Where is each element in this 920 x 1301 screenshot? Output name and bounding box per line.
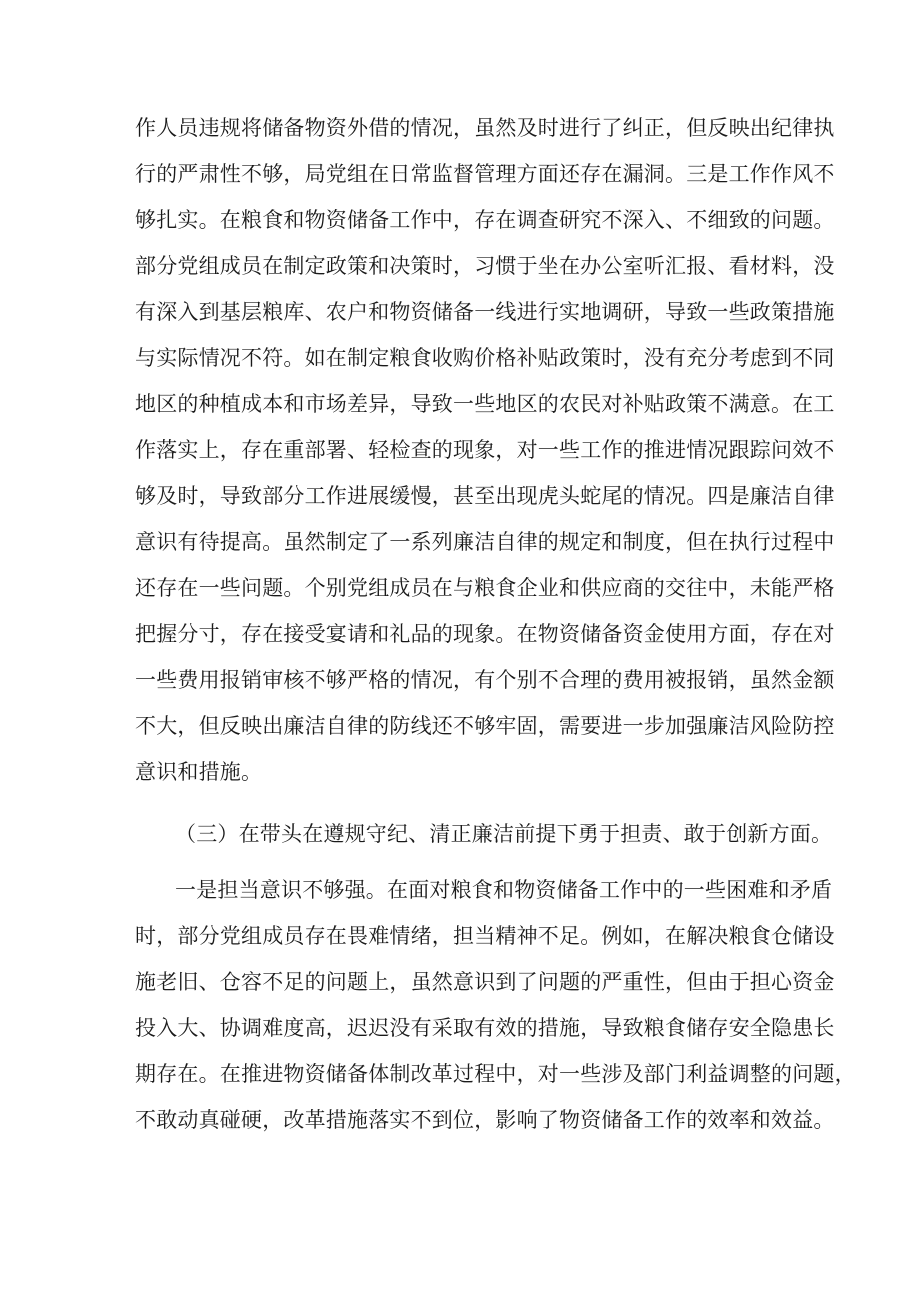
- text-line: 作人员违规将储备物资外借的情况，虽然及时进行了纠正，但反映出纪律执: [135, 116, 835, 140]
- text-line: 不敢动真碰硬，改革措施落实不到位，影响了物资储备工作的效率和效益。: [135, 1108, 835, 1132]
- text-line: 不大，但反映出廉洁自律的防线还不够牢固，需要进一步加强廉洁风险防控: [135, 714, 835, 738]
- text-line: 时，部分党组成员存在畏难情绪，担当精神不足。例如，在解决粮食仓储设: [135, 924, 835, 948]
- text-line: 有深入到基层粮库、农户和物资储备一线进行实地调研，导致一些政策措施: [135, 300, 835, 324]
- text-line: 一些费用报销审核不够严格的情况，有个别不合理的费用被报销，虽然金额: [135, 668, 835, 692]
- text-line: 把握分寸，存在接受宴请和礼品的现象。在物资储备资金使用方面，存在对: [135, 622, 835, 646]
- text-line: 投入大、协调难度高，迟迟没有采取有效的措施，导致粮食储存安全隐患长: [135, 1016, 835, 1040]
- text-line: 施老旧、仓容不足的问题上，虽然意识到了问题的严重性，但由于担心资金: [135, 970, 835, 994]
- text-line: 一是担当意识不够强。在面对粮食和物资储备工作中的一些困难和矛盾: [175, 878, 833, 902]
- text-line: 与实际情况不符。如在制定粮食收购价格补贴政策时，没有充分考虑到不同: [135, 346, 835, 370]
- text-line: 还存在一些问题。个别党组成员在与粮食企业和供应商的交往中，未能严格: [135, 576, 835, 600]
- text-line: 期存在。在推进物资储备体制改革过程中，对一些涉及部门利益调整的问题，: [135, 1062, 856, 1086]
- text-line: 作落实上，存在重部署、轻检查的现象，对一些工作的推进情况跟踪问效不: [135, 438, 835, 462]
- text-line: 够扎实。在粮食和物资储备工作中，存在调查研究不深入、不细致的问题。: [135, 208, 835, 232]
- text-line: 意识有待提高。虽然制定了一系列廉洁自律的规定和制度，但在执行过程中: [135, 530, 835, 554]
- section-heading: （三）在带头在遵规守纪、清正廉洁前提下勇于担责、敢于创新方面。: [175, 822, 833, 846]
- text-line: 够及时，导致部分工作进展缓慢，甚至出现虎头蛇尾的情况。四是廉洁自律: [135, 484, 835, 508]
- text-line: 意识和措施。: [135, 760, 263, 784]
- text-line: 行的严肃性不够，局党组在日常监督管理方面还存在漏洞。三是工作作风不: [135, 162, 835, 186]
- text-line: 部分党组成员在制定政策和决策时，习惯于坐在办公室听汇报、看材料，没: [135, 254, 835, 278]
- text-line: 地区的种植成本和市场差异，导致一些地区的农民对补贴政策不满意。在工: [135, 392, 835, 416]
